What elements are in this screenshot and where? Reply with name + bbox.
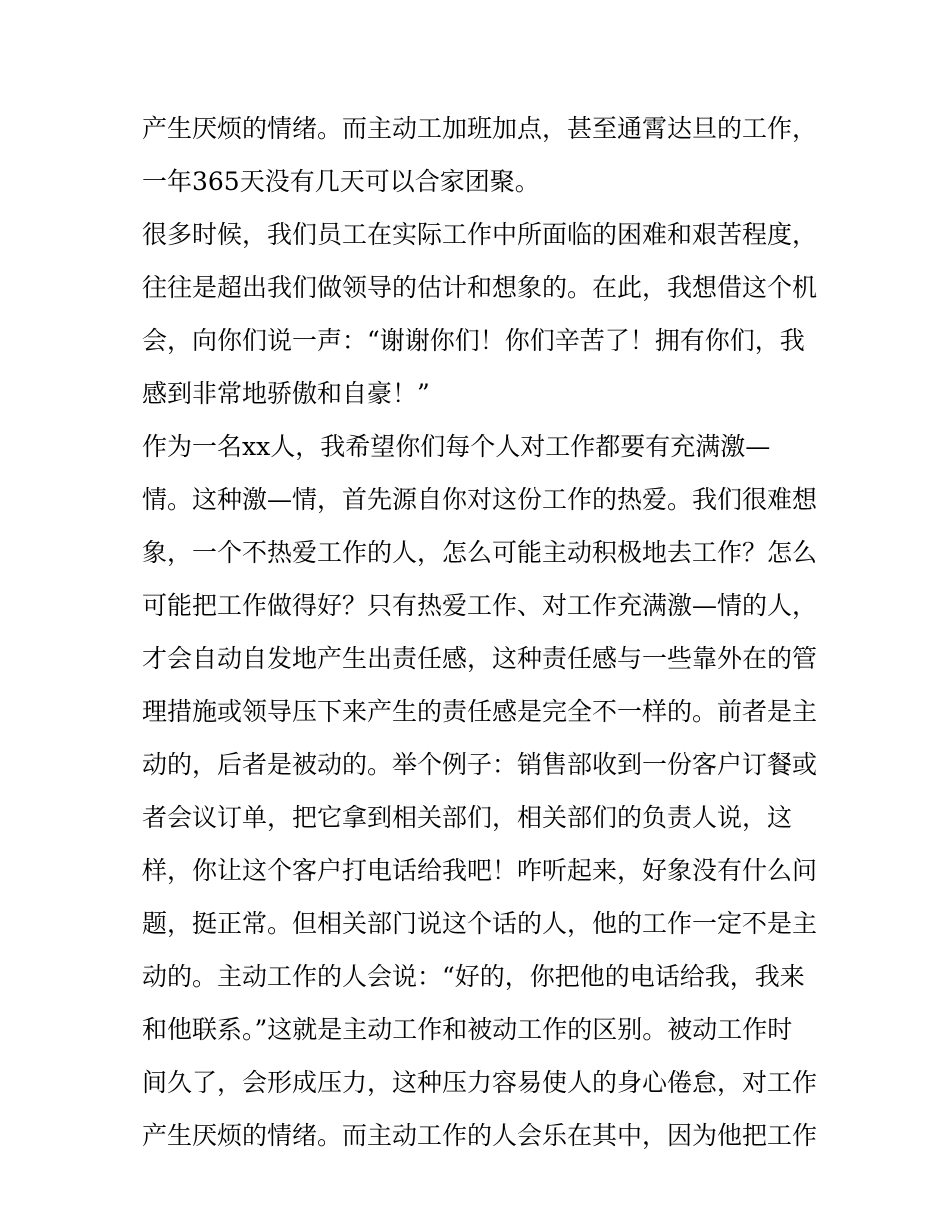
text-line: 可能把工作做得好？只有热爱工作、对工作充满激—情的人，	[142, 591, 818, 620]
text-line: 题，挺正常。但相关部门说这个话的人，他的工作一定不是主	[142, 909, 818, 938]
text-line: 一年365天没有几天可以合家团聚。	[142, 167, 540, 196]
text-line: 感到非常地骄傲和自豪！”	[142, 379, 430, 408]
text-line: 间久了，会形成压力，这种压力容易使人的身心倦怠，对工作	[142, 1068, 818, 1097]
text-line: 才会自动自发地产生出责任感，这种责任感与一些靠外在的管	[142, 644, 818, 673]
text-line: 很多时候，我们员工在实际工作中所面临的困难和艰苦程度，	[142, 220, 818, 249]
text-line: 动的，后者是被动的。举个例子：销售部收到一份客户订餐或	[142, 750, 818, 779]
text-line: 产生厌烦的情绪。而主动工加班加点，甚至通霄达旦的工作，	[142, 114, 818, 143]
text-line: 动的。主动工作的人会说：“好的，你把他的电话给我，我来	[142, 962, 805, 991]
text-line: 会，向你们说一声：“谢谢你们！你们辛苦了！拥有你们，我	[142, 326, 805, 355]
text-line: 样，你让这个客户打电话给我吧！咋听起来，好象没有什么问	[142, 856, 818, 885]
text-line: 情。这种激—情，首先源自你对这份工作的热爱。我们很难想	[142, 485, 818, 514]
text-line: 者会议订单，把它拿到相关部们，相关部们的负责人说，这	[142, 803, 793, 832]
text-line: 往往是超出我们做领导的估计和想象的。在此，我想借这个机	[142, 273, 818, 302]
text-line: 产生厌烦的情绪。而主动工作的人会乐在其中，因为他把工作	[142, 1121, 818, 1150]
text-line: 作为一名xx人，我希望你们每个人对工作都要有充满激—	[142, 432, 771, 461]
text-line: 和他联系。”这就是主动工作和被动工作的区别。被动工作时	[142, 1015, 793, 1044]
text-line: 象，一个不热爱工作的人，怎么可能主动积极地去工作？怎么	[142, 538, 818, 567]
text-line: 理措施或领导压下来产生的责任感是完全不一样的。前者是主	[142, 697, 818, 726]
